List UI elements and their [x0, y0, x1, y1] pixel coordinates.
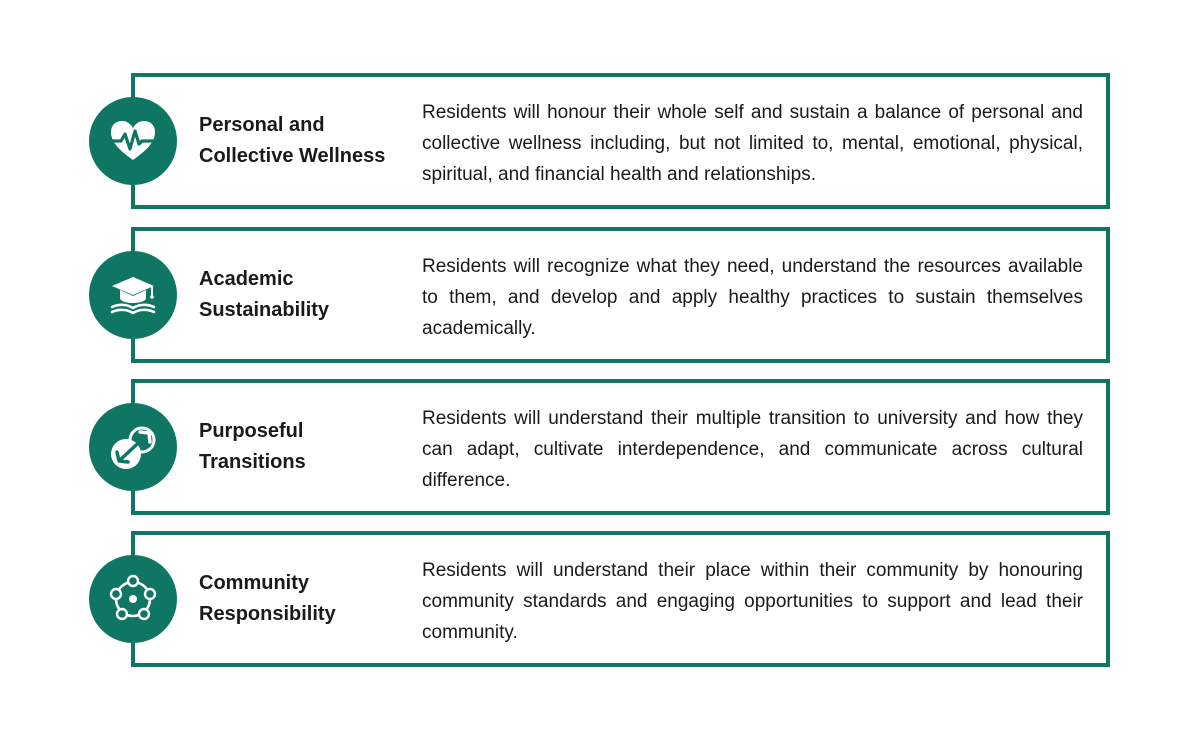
- competency-description: Residents will honour their whole self and sustain a balance of personal and collective wellness including, but not limited to, mental, emotional, physical, spiritual, and financial health and relationships.: [422, 102, 1083, 185]
- competency-title: Academic Sustainability: [199, 268, 330, 321]
- heart-pulse-icon: [89, 97, 177, 185]
- competency-card-academic: [131, 227, 1110, 363]
- community-circle-icon: [89, 555, 177, 643]
- competency-description: Residents will recognize what they need, understand the resources available to them, and develop and apply healthy practices to sustain themselves academically.: [422, 256, 1083, 339]
- competency-title: Community Responsibility: [199, 572, 336, 625]
- competency-title: Personal and Collective Wellness: [199, 114, 386, 167]
- transition-arrows-icon: [89, 403, 177, 491]
- competency-description: Residents will understand their multiple transition to university and how they can adapt, cultivate interdependence, and communicate across cultural difference.: [422, 408, 1083, 491]
- competency-title: Purposeful Transitions: [199, 420, 306, 473]
- competency-card-transitions: [131, 379, 1110, 515]
- graduation-cap-book-icon: [89, 251, 177, 339]
- competency-card-wellness: [131, 73, 1110, 209]
- competency-card-community: [131, 531, 1110, 667]
- competency-description: Residents will understand their place within their community by honouring community standards and engaging opportunities to support and lead their community.: [422, 560, 1083, 643]
